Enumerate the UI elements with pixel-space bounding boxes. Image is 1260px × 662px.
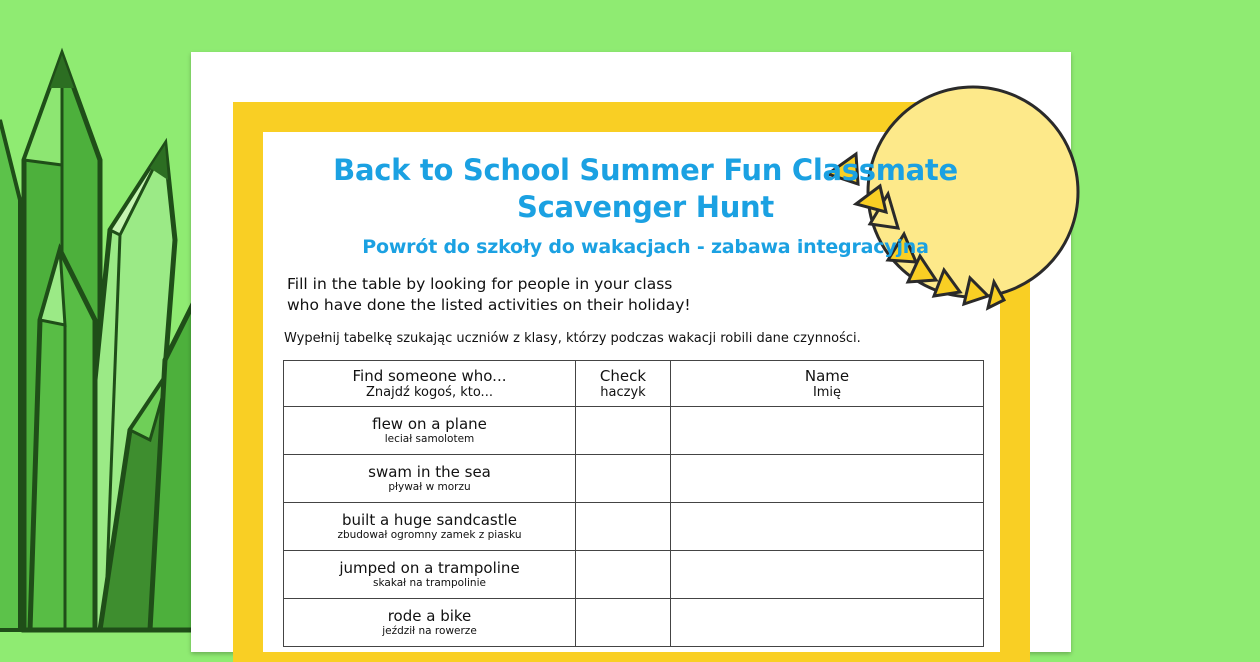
scavenger-hunt-table bbox=[283, 360, 984, 647]
name-cell[interactable] bbox=[671, 407, 984, 455]
header-label-pl: Imię bbox=[812, 385, 842, 400]
header-check bbox=[576, 361, 671, 407]
activity-pl: zbudował ogromny zamek z piasku bbox=[337, 529, 522, 541]
instructions-polish: Wypełnij tabelkę szukając uczniów z klasy, którzy podczas wakacji robili dane czynności. bbox=[284, 331, 861, 346]
header-find-someone bbox=[284, 361, 576, 407]
check-cell[interactable] bbox=[576, 407, 671, 455]
worksheet-subtitle: Powrót do szkoły do wakacjach - zabawa integracyjna bbox=[362, 236, 929, 258]
activity-en: jumped on a trampoline bbox=[339, 559, 520, 577]
header-label: Find someone who... bbox=[352, 367, 507, 385]
instructions-line-1: Fill in the table by looking for people in your class bbox=[287, 275, 673, 293]
table-row bbox=[284, 407, 984, 455]
check-cell[interactable] bbox=[576, 503, 671, 551]
activity-cell bbox=[284, 503, 576, 551]
title-line-1: Back to School Summer Fun Classmate bbox=[333, 153, 958, 187]
activity-cell bbox=[284, 551, 576, 599]
activity-en: rode a bike bbox=[387, 607, 472, 625]
header-label-pl: haczyk bbox=[600, 385, 646, 400]
header-label: Check bbox=[599, 367, 647, 385]
header-label-pl: Znajdź kogoś, kto... bbox=[366, 385, 493, 400]
activity-pl: pływał w morzu bbox=[388, 481, 471, 493]
worksheet bbox=[263, 132, 1000, 652]
header-name bbox=[671, 361, 984, 407]
check-cell[interactable] bbox=[576, 455, 671, 503]
activity-pl: skakał na trampolinie bbox=[373, 577, 486, 589]
table-header-row bbox=[284, 361, 984, 407]
activity-cell bbox=[284, 407, 576, 455]
activity-en: built a huge sandcastle bbox=[341, 511, 518, 529]
check-cell[interactable] bbox=[576, 599, 671, 647]
table-row bbox=[284, 551, 984, 599]
name-cell[interactable] bbox=[671, 551, 984, 599]
activity-pl: leciał samolotem bbox=[384, 433, 475, 445]
worksheet-title bbox=[263, 152, 1028, 226]
green-pencils-illustration bbox=[0, 0, 200, 630]
name-cell[interactable] bbox=[671, 455, 984, 503]
activity-cell bbox=[284, 599, 576, 647]
instructions-english bbox=[287, 274, 727, 316]
activity-cell bbox=[284, 455, 576, 503]
table-row bbox=[284, 455, 984, 503]
name-cell[interactable] bbox=[671, 599, 984, 647]
check-cell[interactable] bbox=[576, 551, 671, 599]
activity-pl: jeździł na rowerze bbox=[382, 625, 477, 637]
activity-en: swam in the sea bbox=[368, 463, 491, 481]
instructions-line-2: who have done the listed activities on their holiday! bbox=[287, 296, 691, 314]
name-cell[interactable] bbox=[671, 503, 984, 551]
table-row bbox=[284, 599, 984, 647]
header-label: Name bbox=[804, 367, 850, 385]
title-line-2: Scavenger Hunt bbox=[517, 190, 774, 224]
table-row bbox=[284, 503, 984, 551]
activity-en: flew on a plane bbox=[372, 415, 487, 433]
